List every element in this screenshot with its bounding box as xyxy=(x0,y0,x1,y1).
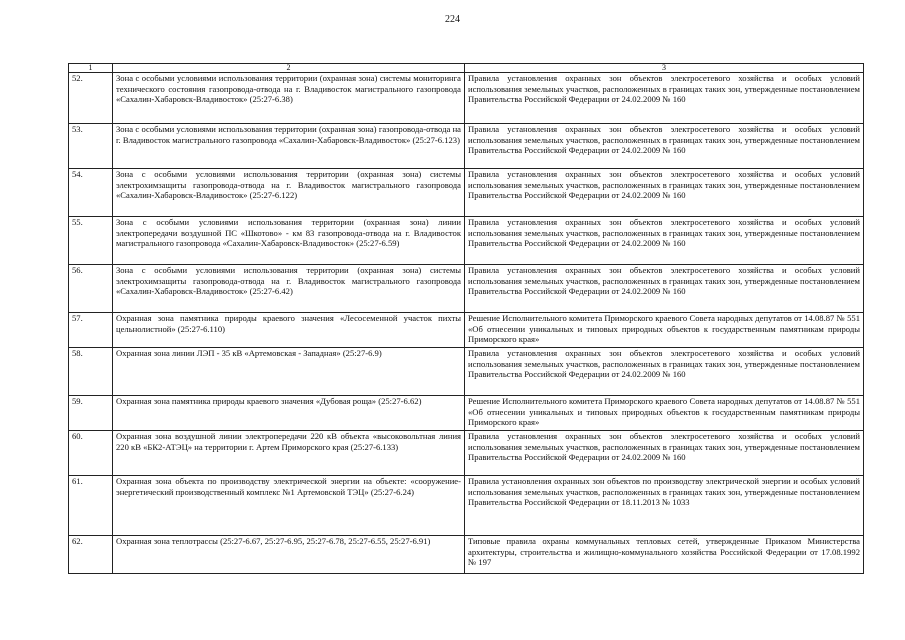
row-number: 55. xyxy=(69,217,113,265)
zone-description: Зона с особыми условиями использования территории (охранная зона) системы мониторинга технического состояния газопровода-отвода на г. Владивосток магистрального газопровода «Сахалин-Хабаровск-Владивосток» (25:27-6.38) xyxy=(113,73,465,124)
zone-description: Охранная зона памятника природы краевого значения «Лесосеменной участок пихты цельнолистной» (25:27-6.110) xyxy=(113,313,465,348)
legal-basis: Правила установления охранных зон объектов по производству электрической энергии и особых условий использования земельных участков, расположенных в границах таких зон, утвержденные постановлением Правительства Российской Федерации от 18.11.2013 № 1033 xyxy=(465,476,864,536)
table-row xyxy=(69,217,864,265)
legal-basis: Правила установления охранных зон объектов электросетевого хозяйства и особых условий использования земельных участков, расположенных в границах таких зон, утвержденные постановлением Правительства Российской Федерации от 24.02.2009 № 160 xyxy=(465,265,864,313)
row-number: 58. xyxy=(69,348,113,396)
row-number: 57. xyxy=(69,313,113,348)
table-row xyxy=(69,73,864,124)
zone-description: Охранная зона памятника природы краевого значения «Дубовая роща» (25:27-6.62) xyxy=(113,396,465,431)
zone-description: Охранная зона теплотрассы (25:27-6.67, 25:27-6.95, 25:27-6.78, 25:27-6.55, 25:27-6.91) xyxy=(113,536,465,574)
legal-basis: Правила установления охранных зон объектов электросетевого хозяйства и особых условий использования земельных участков, расположенных в границах таких зон, утвержденные постановлением Правительства Российской Федерации от 24.02.2009 № 160 xyxy=(465,73,864,124)
row-number: 52. xyxy=(69,73,113,124)
legal-basis: Типовые правила охраны коммунальных тепловых сетей, утвержденные Приказом Министерства архитектуры, строительства и жилищно-коммунального хозяйства Российской Федерации от 17.08.1992 № 197 xyxy=(465,536,864,574)
legal-basis: Решение Исполнительного комитета Приморского краевого Совета народных депутатов от 14.08.87 № 551 «Об отнесении уникальных и типовых природных объектов к государственным памятникам природы Приморского края» xyxy=(465,313,864,348)
table-row xyxy=(69,431,864,476)
table-row xyxy=(69,348,864,396)
zone-description: Охранная зона объекта по производству электрической энергии на объекте: «сооружение-энергетический производственный комплекс №1 Артемовской ТЭЦ» (25:27-6.24) xyxy=(113,476,465,536)
table-header-row xyxy=(69,64,864,73)
row-number: 60. xyxy=(69,431,113,476)
legal-basis: Правила установления охранных зон объектов электросетевого хозяйства и особых условий использования земельных участков, расположенных в границах таких зон, утвержденные постановлением Правительства Российской Федерации от 24.02.2009 № 160 xyxy=(465,169,864,217)
legal-basis: Правила установления охранных зон объектов электросетевого хозяйства и особых условий использования земельных участков, расположенных в границах таких зон, утвержденные постановлением Правительства Российской Федерации от 24.02.2009 № 160 xyxy=(465,124,864,169)
row-number: 62. xyxy=(69,536,113,574)
legal-basis: Правила установления охранных зон объектов электросетевого хозяйства и особых условий использования земельных участков, расположенных в границах таких зон, утвержденные постановлением Правительства Российской Федерации от 24.02.2009 № 160 xyxy=(465,431,864,476)
table-row xyxy=(69,476,864,536)
row-number: 54. xyxy=(69,169,113,217)
zones-table xyxy=(68,63,864,574)
zone-description: Охранная зона воздушной линии электропередачи 220 кВ объекта «высоковольтная линия 220 кВ «БК2-АТЭЦ» на территории г. Артем Приморского края (25:27-6.133) xyxy=(113,431,465,476)
zone-description: Зона с особыми условиями использования территории (охранная зона) системы электрохимзащиты газопровода-отвода на г. Владивосток магистрального газопровода «Сахалин-Хабаровск-Владивосток» (25:27-6.42) xyxy=(113,265,465,313)
table-row xyxy=(69,169,864,217)
table-row xyxy=(69,313,864,348)
table-row xyxy=(69,536,864,574)
zone-description: Зона с особыми условиями использования территории (охранная зона) линии электропередачи воздушной ПС «Шкотово» - км 83 газопровода-отвода на г. Владивосток магистрального газопровода «Сахалин-Хабаровск-Владивосток» (25:27-6.59) xyxy=(113,217,465,265)
legal-basis: Правила установления охранных зон объектов электросетевого хозяйства и особых условий использования земельных участков, расположенных в границах таких зон, утвержденные постановлением Правительства Российской Федерации от 24.02.2009 № 160 xyxy=(465,348,864,396)
table-row xyxy=(69,396,864,431)
zone-description: Охранная зона линии ЛЭП - 35 кВ «Артемовская - Западная» (25:27-6.9) xyxy=(113,348,465,396)
row-number: 61. xyxy=(69,476,113,536)
zone-description: Зона с особыми условиями использования территории (охранная зона) системы электрохимзащиты газопровода-отвода на г. Владивосток магистрального газопровода «Сахалин-Хабаровск-Владивосток» (25:27-6.122) xyxy=(113,169,465,217)
row-number: 56. xyxy=(69,265,113,313)
row-number: 59. xyxy=(69,396,113,431)
legal-basis: Решение Исполнительного комитета Приморского краевого Совета народных депутатов от 14.08.87 № 551 «Об отнесении уникальных и типовых природных объектов к государственным памятникам природы Приморского края» xyxy=(465,396,864,431)
table-row xyxy=(69,124,864,169)
legal-basis: Правила установления охранных зон объектов электросетевого хозяйства и особых условий использования земельных участков, расположенных в границах таких зон, утвержденные постановлением Правительства Российской Федерации от 24.02.2009 № 160 xyxy=(465,217,864,265)
page-number: 224 xyxy=(445,14,460,25)
table-row xyxy=(69,265,864,313)
column-header-zone: 2 xyxy=(113,64,465,73)
column-header-number: 1 xyxy=(69,64,113,73)
column-header-basis: 3 xyxy=(465,64,864,73)
zone-description: Зона с особыми условиями использования территории (охранная зона) газопровода-отвода на г. Владивосток магистрального газопровода «Сахалин-Хабаровск-Владивосток» (25:27-6.123) xyxy=(113,124,465,169)
row-number: 53. xyxy=(69,124,113,169)
